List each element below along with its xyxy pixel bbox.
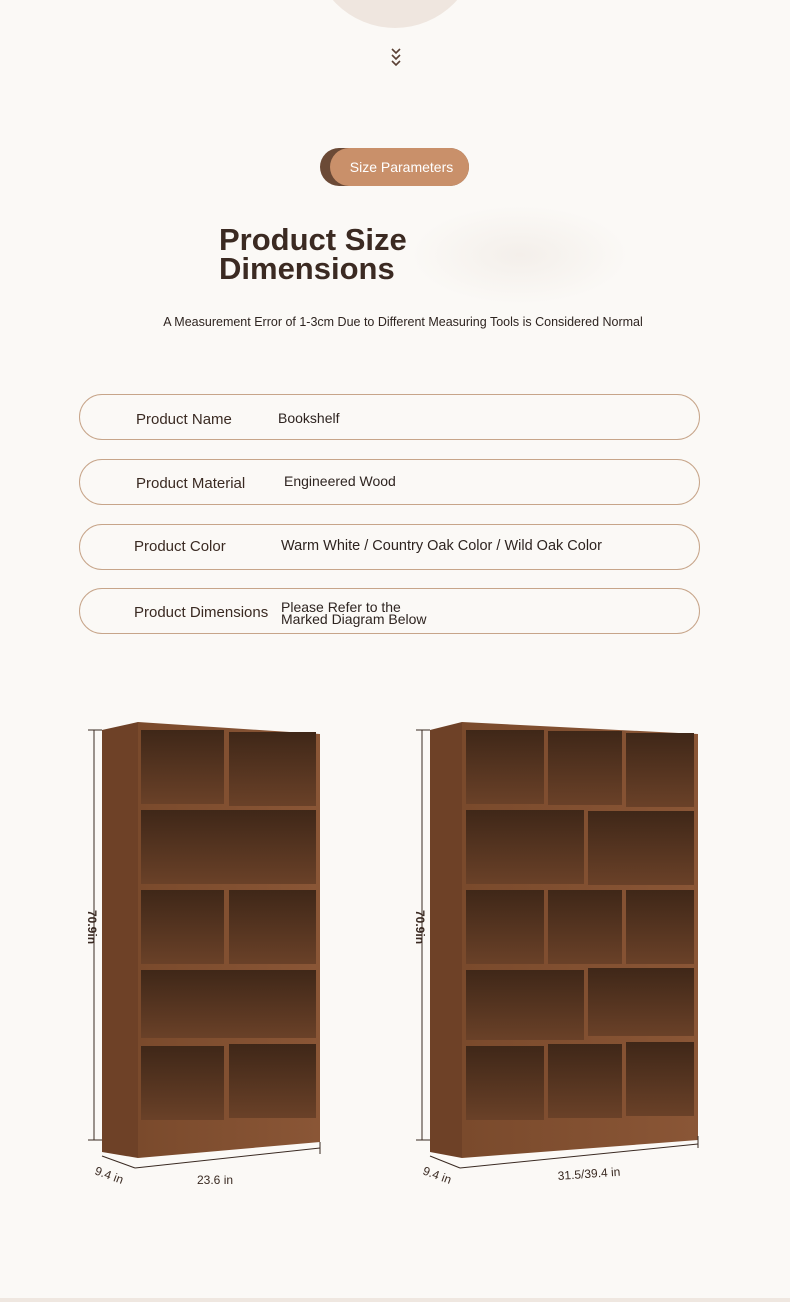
triple-chevron-down-icon	[389, 46, 403, 68]
page-title	[219, 222, 479, 286]
bookshelf-diagram-large	[408, 712, 708, 1202]
width-dimension-label: 23.6 in	[197, 1173, 234, 1187]
section-badge	[320, 148, 469, 186]
section-badge-label: Size Parameters	[330, 148, 469, 186]
param-value: Warm White / Country Oak Color / Wild Oak Color	[281, 538, 602, 554]
param-row-dimensions	[79, 588, 700, 634]
page-title-line2: Dimensions	[219, 251, 395, 286]
param-value	[281, 601, 427, 625]
depth-dimension-label: 9.4 in	[92, 1163, 126, 1187]
param-value-line1: Please Refer to the	[281, 599, 401, 615]
param-label: Product Name	[136, 411, 232, 428]
shelf-cells	[466, 730, 694, 1120]
page-title-line1: Product Size	[219, 222, 407, 257]
shelf-side-panel	[430, 722, 462, 1158]
top-decorative-arc	[312, 0, 478, 28]
param-row-name	[79, 394, 700, 440]
param-row-material	[79, 459, 700, 505]
shelf-side-panel	[102, 722, 138, 1158]
width-dimension-label: 31.5/39.4 in	[557, 1164, 621, 1183]
measurement-note: A Measurement Error of 1-3cm Due to Different Measuring Tools is Considered Normal	[163, 315, 643, 329]
param-label: Product Color	[134, 538, 226, 555]
bookshelf-diagram-small	[80, 712, 330, 1202]
param-row-color	[79, 524, 700, 570]
param-label: Product Material	[136, 475, 246, 492]
param-value: Bookshelf	[278, 410, 340, 426]
param-label: Product Dimensions	[134, 604, 269, 621]
depth-dimension-label: 9.4 in	[420, 1163, 454, 1187]
height-dimension-label: 70.9in	[413, 910, 427, 945]
param-value: Engineered Wood	[284, 473, 396, 489]
height-dimension-label: 70.9in	[85, 910, 99, 945]
param-value-line2: Marked Diagram Below	[281, 611, 427, 627]
bottom-divider	[0, 1298, 790, 1302]
